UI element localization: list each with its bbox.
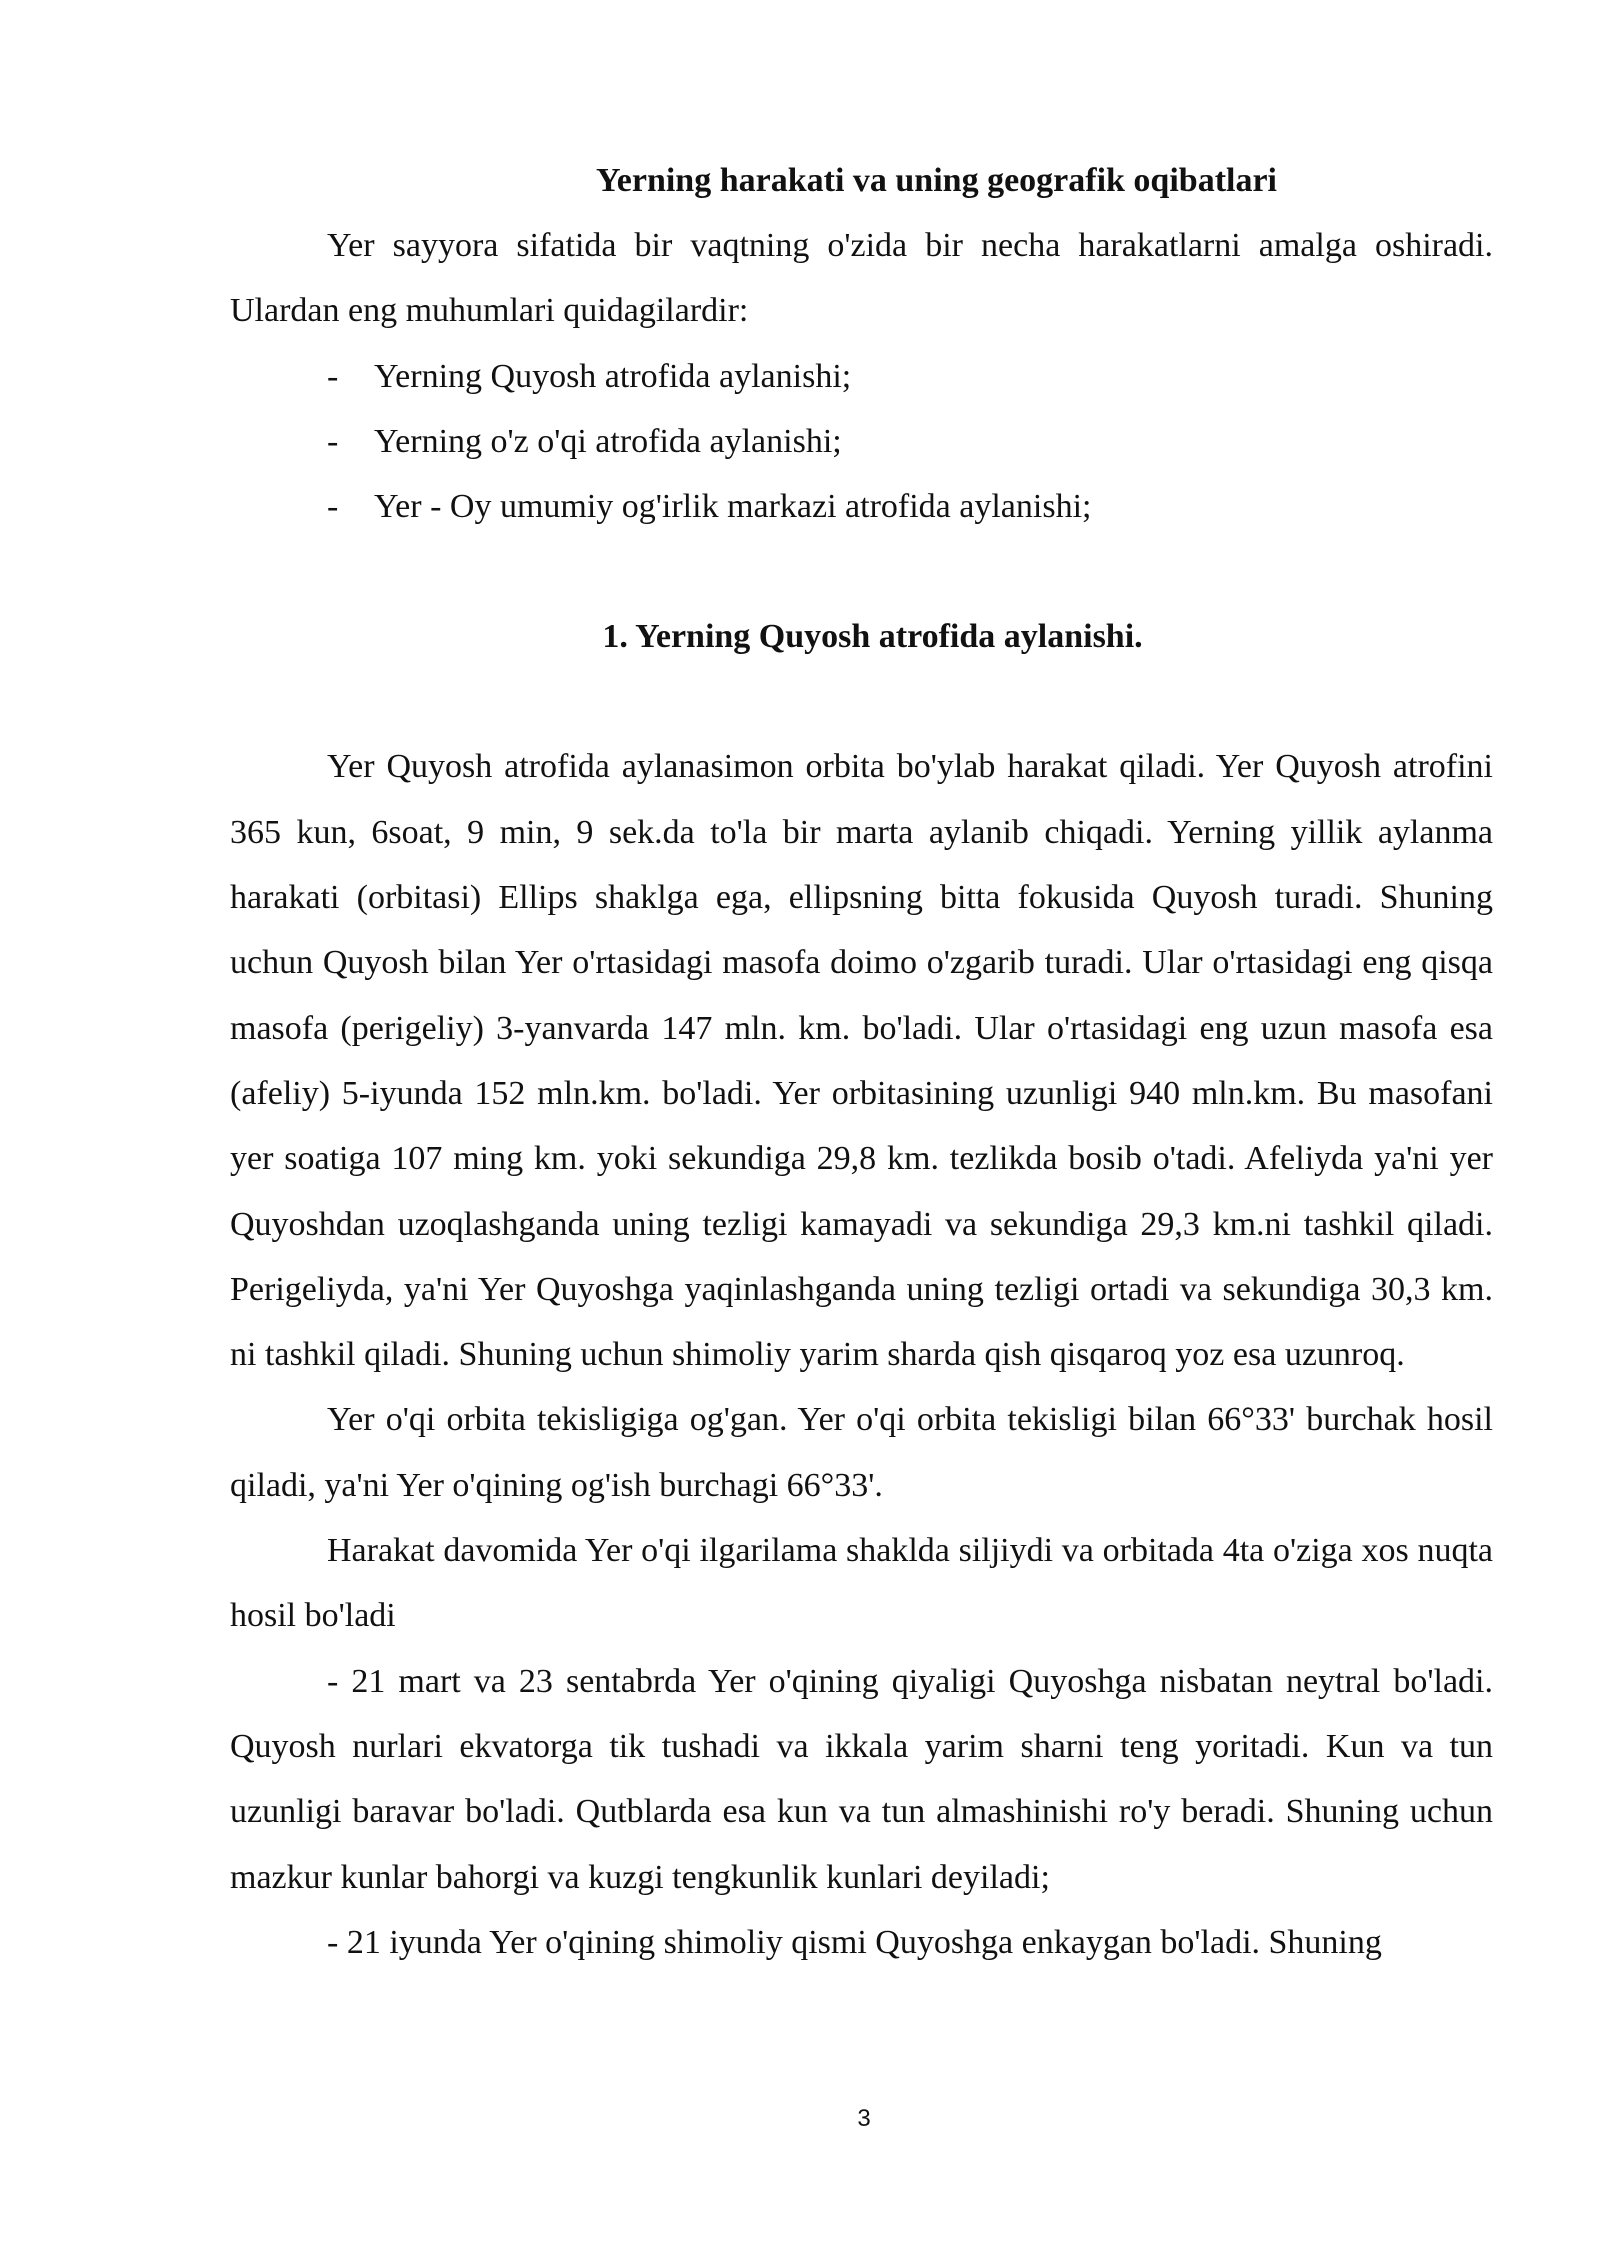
list-marker: - <box>327 357 339 395</box>
body-paragraph: Harakat davomida Yer o'qi ilgarilama shaklda siljiydi va orbitada 4ta o'ziga xos nuqta hosil bo'ladi <box>230 1532 1493 1635</box>
list-marker: - <box>327 488 339 526</box>
list-item-text: Yerning Quyosh atrofida aylanishi; <box>374 357 852 395</box>
spacer <box>230 669 1493 734</box>
page-number: 3 <box>857 2105 871 2132</box>
intro-paragraph: Yer sayyora sifatida bir vaqtning o'zida bir necha harakatlarni amalga oshiradi. Ulardan eng muhumlari quidagilardir: <box>230 227 1493 330</box>
section-heading: 1. Yerning Quyosh atrofida aylanishi. <box>602 618 1143 656</box>
list-marker: - <box>327 422 339 460</box>
document-page <box>230 148 1493 1975</box>
document-title: Yerning harakati va uning geografik oqibatlari <box>595 162 1277 199</box>
body-paragraph: - 21 mart va 23 sentabrda Yer o'qining qiyaligi Quyoshga nisbatan neytral bo'ladi. Quyosh nurlari ekvatorga tik tushadi va ikkala yarim sharni teng yoritadi. Kun va tun uzunligi baravar bo'ladi. Qutblarda esa kun va tun almashinishi ro'y beradi. Shuning uchun mazkur kunlar bahorgi va kuzgi tengkunlik kunlari deyiladi; <box>230 1662 1493 1896</box>
list-item <box>230 409 1493 474</box>
list-item <box>230 474 1493 539</box>
list-item-text: Yerning o'z o'qi atrofida aylanishi; <box>374 422 842 460</box>
list-item-text: Yer - Oy umumiy og'irlik markazi atrofida aylanishi; <box>374 488 1092 526</box>
body-paragraph: - 21 iyunda Yer o'qining shimoliy qismi Quyoshga enkaygan bo'ladi. Shuning <box>327 1923 1382 1961</box>
body-paragraph: Yer Quyosh atrofida aylanasimon orbita bo'ylab harakat qiladi. Yer Quyosh atrofini 365 kun, 6soat, 9 min, 9 sek.da to'la bir marta aylanib chiqadi. Yerning yillik aylanma harakati (orbitasi) Ellips shaklga ega, ellipsning bitta fokusida Quyosh turadi. Shuning uchun Quyosh bilan Yer o'rtasidagi masofa doimo o'zgarib turadi. Ular o'rtasidagi eng qisqa masofa (perigeliy) 3-yanvarda 147 mln. km. bo'ladi. Ular o'rtasidagi eng uzun masofa esa (afeliy) 5-iyunda 152 mln.km. bo'ladi. Yer orbitasining uzunligi 940 mln.km. Bu masofani yer soatiga 107 ming km. yoki sekundiga 29,8 km. tezlikda bosib o'tadi. Afeliyda ya'ni yer Quyoshdan uzoqlashganda uning tezligi kamayadi va sekundiga 29,3 km.ni tashkil qiladi. Perigeliyda, ya'ni Yer Quyoshga yaqinlashganda uning tezligi ortadi va sekundiga 30,3 km. ni tashkil qiladi. Shuning uchun shimoliy yarim sharda qish qisqaroq yoz esa uzunroq. <box>230 748 1493 1374</box>
spacer <box>230 539 1493 604</box>
body-paragraph: Yer o'qi orbita tekisligiga og'gan. Yer o'qi orbita tekisligi bilan 66°33' burchak hosil qiladi, ya'ni Yer o'qining og'ish burchagi 66°33'. <box>230 1401 1493 1504</box>
movement-list <box>230 344 1493 540</box>
list-item <box>230 344 1493 409</box>
